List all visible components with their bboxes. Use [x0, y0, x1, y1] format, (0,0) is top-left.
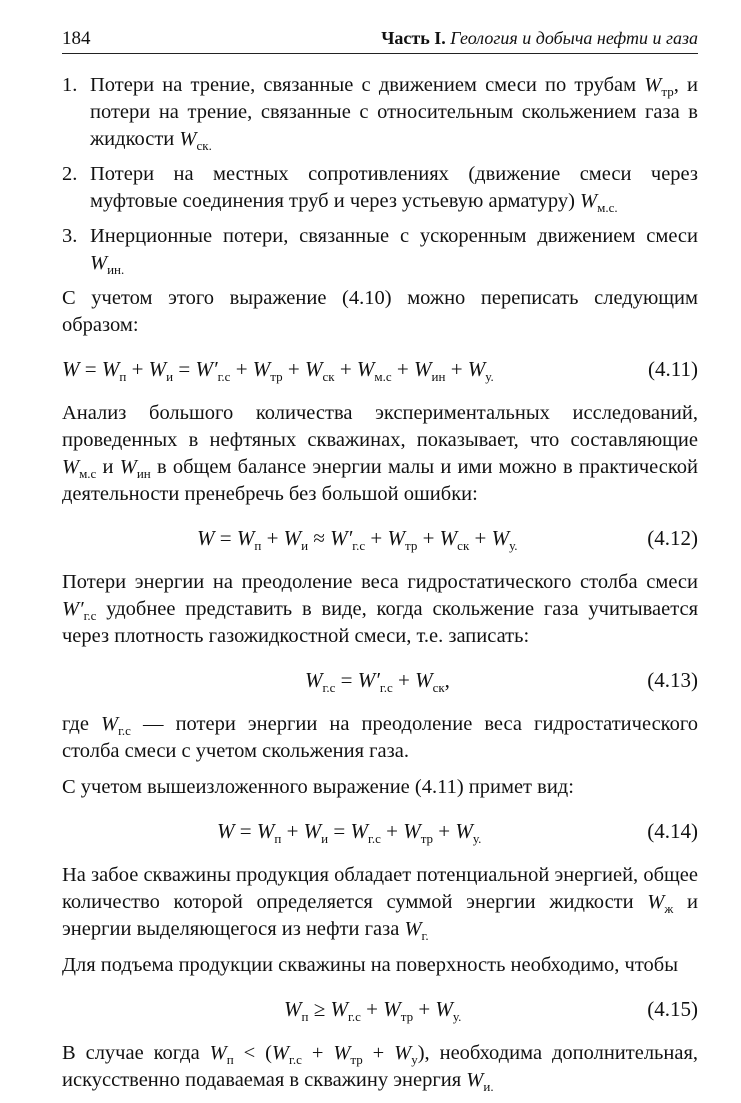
formula-expression: $W = W_п + W_и = W_{г.с} + W_{тр} + W_{у.}$: [217, 819, 482, 846]
list-item: [62, 223, 698, 277]
part-label: Часть I.: [381, 28, 446, 48]
paragraph: Потери энергии на преодоление веса гидростатического столба смеси $W'_{г.с}$ удобнее представить в виде, когда скольжение газа учитывается через плотность газожидкостной смеси, т.е. записать:: [62, 571, 698, 647]
header-rule: [62, 53, 698, 54]
list-item-text: Потери на трение, связанные с движением смеси по трубам $W_{тр}$, и потери на трение, связанные с относительным скольжением газа в жидкости $W_{ск.}$: [90, 74, 698, 153]
formula-expression: $W_п \ge W_{г.с} + W_{тр} + W_{у.}$: [284, 997, 462, 1024]
paragraph: С учетом этого выражение (4.10) можно переписать следующим образом:: [62, 287, 698, 336]
formula-4-15: [62, 988, 698, 1034]
list-number: 3.: [62, 225, 78, 247]
formula-number: (4.14): [647, 819, 698, 843]
list-number: 1.: [62, 74, 78, 96]
page-number: 184: [62, 28, 91, 49]
formula-number: (4.12): [647, 526, 698, 550]
list-number: 2.: [62, 163, 78, 185]
formula-number: (4.11): [648, 357, 698, 381]
page-header: [62, 28, 698, 52]
list-item: [62, 72, 698, 153]
formula-expression: $W = W_п + W_и \approx W'_{г.с} + W_{тр} + W_{ск} + W_{у.}$: [197, 526, 518, 553]
paragraph: где $W_{г.с}$ — потери энергии на преодоление веса гидростатического столба смеси с учетом скольжения газа.: [62, 713, 698, 762]
formula-expression: $W_{г.с} = W'_{г.с} + W_{ск}$,: [305, 668, 450, 695]
formula-number: (4.15): [647, 997, 698, 1021]
paragraph: С учетом вышеизложенного выражение (4.11) примет вид:: [62, 776, 574, 798]
list-item-text: Потери на местных сопротивлениях (движение смеси через муфтовые соединения труб и через устьевую арматуру) $W_{м.с.}$: [90, 163, 698, 215]
running-head: [381, 28, 698, 49]
paragraph: На забое скважины продукция обладает потенциальной энергией, общее количество которой определяется суммой энергии жидкости $W_ж$ и энергии выделяющегося из нефти газа $W_{г.}$: [62, 864, 698, 943]
formula-4-14: [62, 810, 698, 856]
paragraph: Анализ большого количества экспериментальных исследований, проведенных в нефтяных скважинах, показывает, что составляющие $W_{м.с}$ и $W_{ин}$ в общем балансе энергии малы и ими можно в практической деятельности пренебречь без большой ошибки:: [62, 402, 698, 505]
paragraph: В случае когда $W_п < (W_{г.с} + W_{тр} + W_у)$, необходима дополнительная, искусственно подаваемая в скважину энергия $W_{и.}$: [62, 1042, 699, 1094]
part-title: Геология и добыча нефти и газа: [450, 28, 698, 48]
formula-4-13: [62, 659, 698, 705]
formula-4-12: [62, 517, 698, 563]
formula-expression: $W = W_п + W_и = W'_{г.с} + W_{тр} + W_{ск} + W_{м.с} + W_{ин} + W_{у.}$: [62, 357, 494, 384]
paragraph: Для подъема продукции скважины на поверхность необходимо, чтобы: [62, 954, 678, 976]
page-body: [62, 72, 698, 1103]
list-item: [62, 161, 698, 215]
formula-number: (4.13): [647, 668, 698, 692]
formula-4-11: [62, 348, 698, 394]
list-item-text: Инерционные потери, связанные с ускоренным движением смеси $W_{ин.}$: [90, 225, 698, 277]
